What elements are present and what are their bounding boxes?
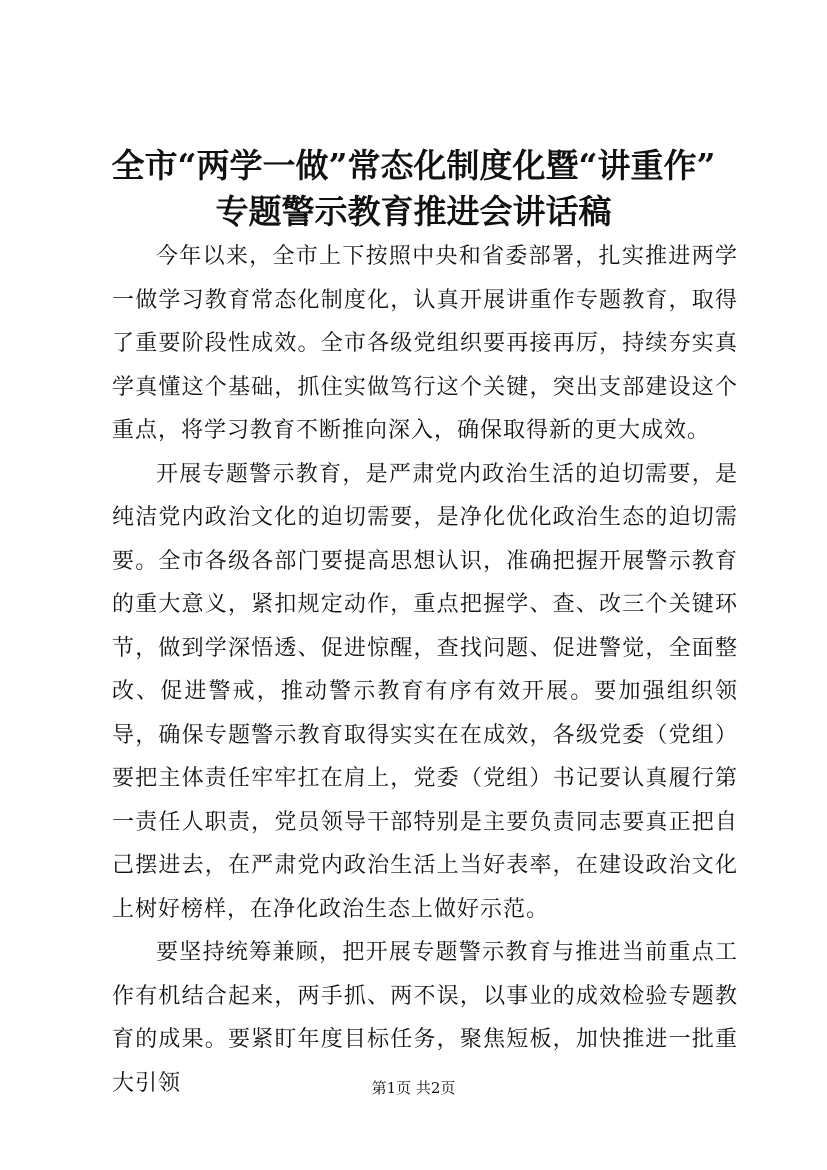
page-number-footer: 第1页 共2页 (371, 1079, 456, 1097)
paragraph-3: 要坚持统筹兼顾，把开展专题警示教育与推进当前重点工作有机结合起来，两手抓、两不误，以事业的成效检验专题教育的成果。要紧盯年度目标任务，聚焦短板，加快推进一批重大引领 (112, 940, 738, 1096)
document-body (112, 235, 738, 1105)
title-line-1: 全市“两学一做”常态化制度化暨“讲重作” (111, 146, 716, 185)
title-line-2: 专题警示教育推进会讲话稿 (215, 192, 612, 231)
paragraph-2: 开展专题警示教育，是严肃党内政治生活的迫切需要，是纯洁党内政治文化的迫切需要，是净化优化政治生态的迫切需要。全市各级各部门要提高思想认识，准确把握开展警示教育的重大意义，紧扣规定动作，重点把握学、查、改三个关键环节，做到学深悟透、促进惊醒，查找问题、促进警觉，全面整改、促进警戒，推动警示教育有序有效开展。要加强组织领导，确保专题警示教育取得实实在在成效，各级党委（党组）要把主体责任牢牢扛在肩上，党委（党组）书记要认真履行第一责任人职责，党员领导干部特别是主要负责同志要真正把自己摆进去，在严肃党内政治生活上当好表率，在建设政治文化上树好榜样，在净化政治生态上做好示范。 (112, 461, 738, 922)
document-title (80, 143, 747, 235)
paragraph-1: 今年以来，全市上下按照中央和省委部署，扎实推进两学一做学习教育常态化制度化，认真开展讲重作专题教育，取得了重要阶段性成效。全市各级党组织要再接再厉，持续夯实真学真懂这个基础，抓住实做笃行这个关键，突出支部建设这个重点，将学习教育不断推向深入，确保取得新的更大成效。 (112, 244, 738, 443)
